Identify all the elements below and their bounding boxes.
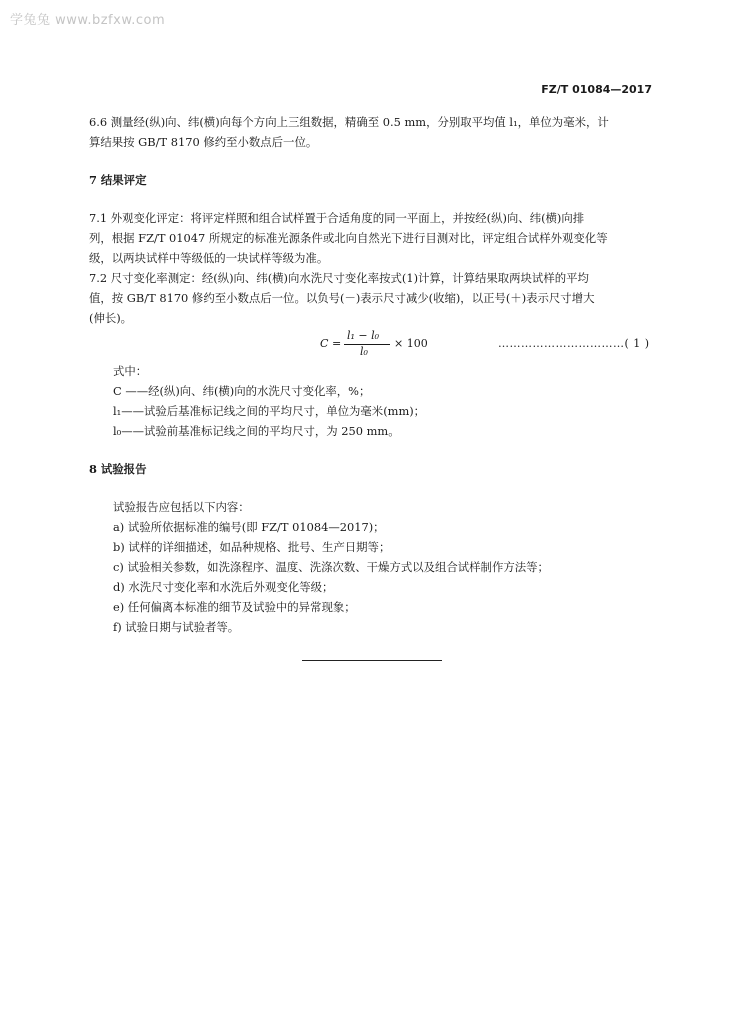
formula-legend-item: l₀——试验前基准标记线之间的平均尺寸，为 250 mm。 — [113, 424, 400, 438]
formula-numerator: l₁ − l₀ — [347, 329, 380, 342]
section-8-intro: 试验报告应包括以下内容： — [113, 500, 250, 514]
report-item: c) 试验相关参数，如洗涤程序、温度、洗涤次数、干燥方式以及组合试样制作方法等； — [113, 560, 549, 574]
section-7-heading: 7 结果评定 — [89, 173, 147, 187]
clause-7-2-line-1: 7.2 尺寸变化率测定：经(纵)向、纬(横)向水洗尺寸变化率按式(1)计算，计算结果取两块试样的平均 — [89, 271, 589, 285]
clause-7-1-line-3: 级，以两块试样中等级低的一块试样等级为准。 — [89, 251, 329, 265]
report-item: f) 试验日期与试验者等。 — [113, 620, 240, 634]
formula-legend-intro: 式中： — [113, 364, 148, 378]
clause-7-1-line-2: 列，根据 FZ/T 01047 所规定的标准光源条件或北向自然光下进行目测对比，评定组合试样外观变化等 — [89, 231, 608, 245]
document-number: FZ/T 01084—2017 — [541, 83, 652, 96]
formula — [320, 329, 430, 359]
section-8-heading: 8 试验报告 — [89, 462, 147, 476]
clause-7-1-line-1: 7.1 外观变化评定：将评定样照和组合试样置于合适角度的同一平面上，并按经(纵)向、纬(横)向排 — [89, 211, 585, 225]
formula-legend-item: l₁——试验后基准标记线之间的平均尺寸，单位为毫米(mm)； — [113, 404, 426, 418]
clause-6-6-line-1: 6.6 测量经(纵)向、纬(横)向每个方向上三组数据，精确至 0.5 mm，分别取平均值 l₁，单位为毫米，计 — [89, 115, 609, 129]
report-item: e) 任何偏离本标准的细节及试验中的异常现象； — [113, 600, 356, 614]
formula-equals: = — [332, 337, 342, 350]
clause-7-2-line-2: 值，按 GB/T 8170 修约至小数点后一位。以负号(－)表示尺寸减少(收缩)，以正号(＋)表示尺寸增大 — [89, 291, 595, 305]
formula-number: ……………………………( 1 ) — [498, 337, 650, 350]
formula-legend-item: C ——经(纵)向、纬(横)向的水洗尺寸变化率，%； — [113, 384, 371, 398]
report-item: a) 试验所依据标准的编号(即 FZ/T 01084—2017)； — [113, 520, 385, 534]
report-item: d) 水洗尺寸变化率和水洗后外观变化等级； — [113, 580, 334, 594]
watermark: 学兔兔 www.bzfxw.com — [10, 13, 166, 28]
clause-6-6-line-2: 算结果按 GB/T 8170 修约至小数点后一位。 — [89, 135, 318, 149]
formula-denominator: l₀ — [360, 345, 368, 358]
clause-7-2-line-3: (伸长)。 — [89, 311, 133, 325]
report-item: b) 试样的详细描述，如品种规格、批号、生产日期等； — [113, 540, 391, 554]
end-rule — [302, 660, 442, 661]
formula-multiplier: × 100 — [394, 337, 428, 350]
formula-lhs: C — [320, 337, 329, 350]
